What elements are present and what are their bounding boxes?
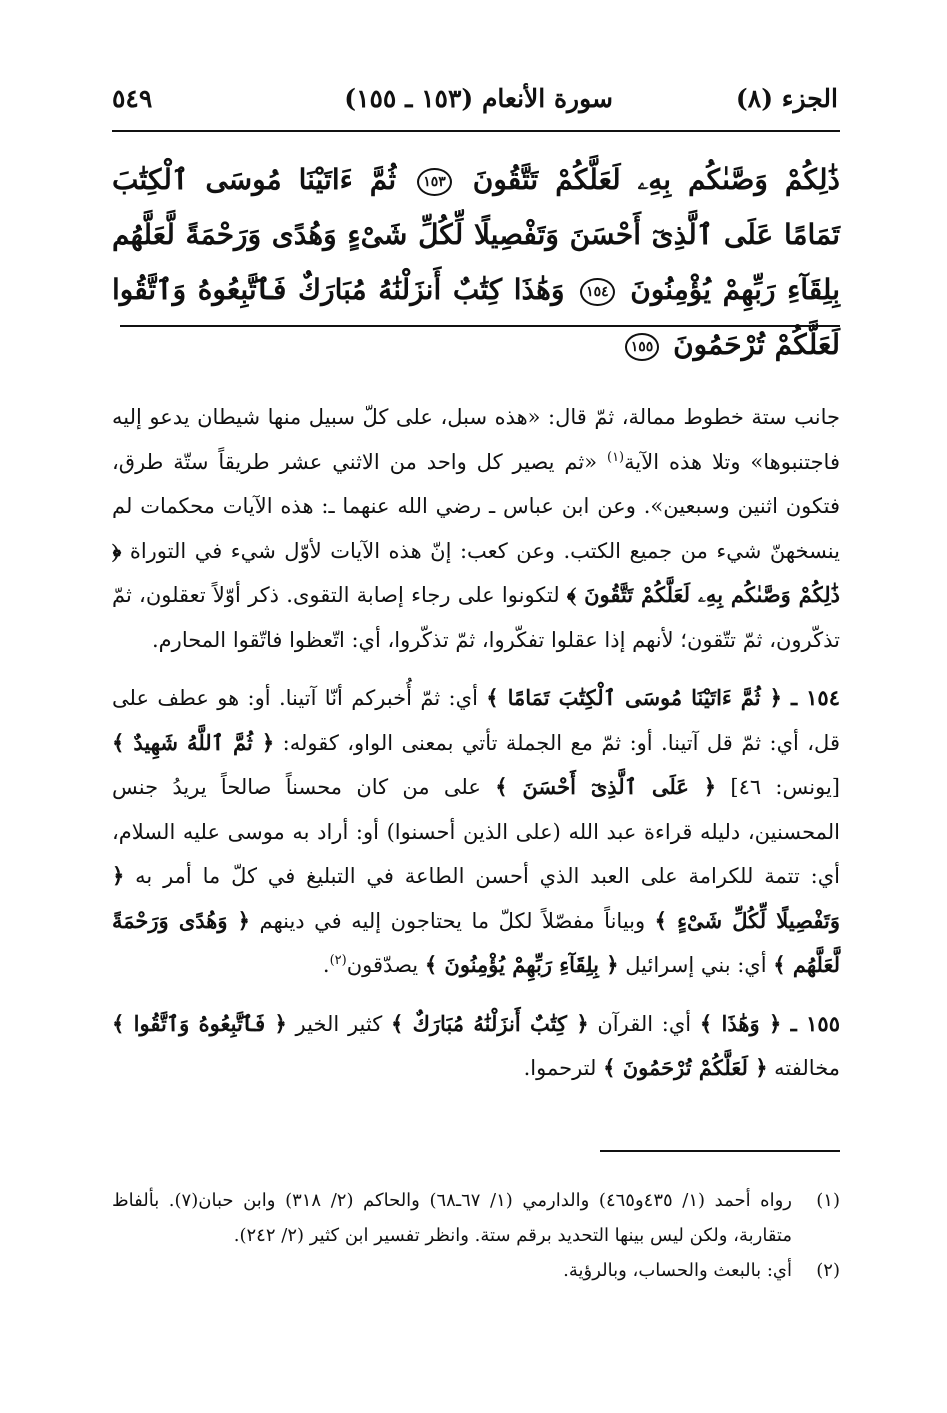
verse-155-marker: ١٥٥ <box>625 333 660 361</box>
commentary-paragraph-1 <box>112 395 840 662</box>
p3-quote-3: ﴿ فَٱتَّبِعُوهُ وَٱتَّقُوا ﴾ <box>112 1010 287 1036</box>
p3-quote-4: ﴿ لَعَلَّكُمْ تُرْحَمُونَ ﴾ <box>603 1055 768 1080</box>
surah-title: سورة الأنعام (١٥٣ ـ ١٥٥) <box>344 84 613 113</box>
footnote-ref-1: (١) <box>606 449 625 465</box>
footnote-ref-2: (٢) <box>329 953 347 968</box>
p1-text-b: «ثم يصير كل واحد من الاثني عشر طريقاً ستّة طرق، فتكون اثنين وسبعين». وعن ابن عباس ـ رضي الله عنهما ـ: هذه الآيات محكمات لم ينسخهنّ شيء من جميع الكتب. وعن كعب: إنّ هذه الآيات لأوّل شيء في التوراة <box>112 449 840 563</box>
p2-quote-6: ﴿ بِلِقَآءِ رَبِّهِمْ يُؤْمِنُونَ ﴾ <box>424 952 619 977</box>
p2-text-b: [يونس: ٤٦] <box>716 775 840 799</box>
p2-text-c: على من كان محسناً صالحاً يريدُ جنس المحسنين، دليله قراءة عبد الله (على الذين أحسنوا) أو: أراد به موسى عليه السلام، أي: تتمة للكرامة على العبد الذي أحسن الطاعة في التبليغ في كلّ ما أمر به <box>112 775 840 888</box>
p3-text-b: كثير الخير <box>286 1011 391 1036</box>
footnote-rule <box>600 1150 840 1152</box>
footnote-2-number: (٢) <box>816 1260 840 1281</box>
verse-155-text: وَهَٰذَا كِتَٰبٌ أَنزَلْنَٰهُ مُبَارَكٌ فَٱتَّبِعُوهُ وَٱتَّقُوا لَعَلَّكُمْ تُرْحَمُونَ <box>112 273 840 361</box>
commentary-body <box>112 395 840 1091</box>
footnote-1-text: رواه أحمد (١/ ٤٣٥و٤٦٥) والدارمي (١/ ٦٧ـ٦٨) والحاكم (٢/ ٣١٨) وابن حبان(٧). بألفاظ متقاربة، ولكن ليس بينها التحديد برقم ستة. وانظر تفسير ابن كثير (٢/ ٢٤٢). <box>112 1190 792 1246</box>
p3-verse-number: ١٥٥ ـ <box>781 1010 840 1036</box>
p2-quote-5: ﴿ وَهُدًى وَرَحْمَةً لَّعَلَّهُم ﴾ <box>112 907 840 977</box>
p3-quote-2: ﴿ كِتَٰبٌ أَنزَلْنَٰهُ مُبَارَكٌ ﴾ <box>390 1010 589 1036</box>
page-number: ٥٤٩ <box>112 84 153 113</box>
p2-quote-1: ﴿ ثُمَّ ءَاتَيْنَا مُوسَى ٱلْكِتَٰبَ تَمَامًا ﴾ <box>486 685 782 710</box>
verse-153-marker: ١٥٣ <box>417 168 452 196</box>
p2-text-e: أي: بني إسرائيل <box>618 953 774 977</box>
p2-quote-3: ﴿ عَلَى ٱلَّذِىٓ أَحْسَنَ ﴾ <box>495 774 717 799</box>
quran-verses-block <box>112 152 840 372</box>
verse-154-text: ثُمَّ ءَاتَيْنَا مُوسَى ٱلْكِتَٰبَ تَمَامًا عَلَى ٱلَّذِىٓ أَحْسَنَ وَتَفْصِيلًا لِّكُلِّ شَىْءٍ وَهُدًى وَرَحْمَةً لَّعَلَّهُم بِلِقَآءِ رَبِّهِمْ يُؤْمِنُونَ <box>112 163 840 306</box>
p2-text-d: وبياناً مفصّلاً لكلّ ما يحتاجون إليه في دينهم <box>249 908 655 933</box>
p1-text-c: لتكونوا على رجاء إصابة التقوى. ذكر أوّلاً تعقلون، ثمّ تذكّرون، ثمّ تتّقون؛ لأنهم إذا عقلوا تفكّروا، ثمّ تذكّروا، أي: اتّعظوا فاتّقوا المحارم. <box>112 583 840 652</box>
p2-quote-2: ﴿ ثُمَّ ٱللَّهُ شَهِيدٌ ﴾ <box>112 729 275 755</box>
footnotes <box>112 1183 840 1288</box>
part-label: الجزء (٨) <box>735 84 838 113</box>
verse-153-text: ذَٰلِكُمْ وَصَّىٰكُم بِهِۦ لَعَلَّكُمْ تَتَّقُونَ <box>472 163 840 196</box>
p3-text-a: أي: القرآن <box>588 1011 700 1036</box>
p3-text-c: مخالفته <box>767 1056 840 1080</box>
commentary-paragraph-3 <box>112 1002 840 1091</box>
verses-rule <box>120 325 840 327</box>
p2-verse-number: ١٥٤ ـ <box>781 685 840 710</box>
p2-text-g: . <box>322 953 330 977</box>
p1-quote: ﴿ ذَٰلِكُمْ وَصَّىٰكُم بِهِۦ لَعَلَّكُمْ تَتَّقُونَ ﴾ <box>112 537 840 607</box>
footnote-2 <box>112 1253 840 1288</box>
page-header <box>112 84 838 120</box>
p1-text-a: جانب ستة خطوط ممالة، ثمّ قال: «هذه سبل، على كلّ سبيل منها شيطان يدعو إليه فاجتنبوها» وتلا هذه الآية <box>112 405 840 474</box>
footnote-1-number: (١) <box>816 1190 840 1211</box>
p2-quote-4: ﴿ وَتَفْصِيلًا لِّكُلِّ شَىْءٍ ﴾ <box>112 863 840 933</box>
verse-154-marker: ١٥٤ <box>580 278 615 306</box>
footnote-2-text: أي: بالبعث والحساب، وبالرؤية. <box>563 1260 792 1281</box>
commentary-paragraph-2 <box>112 676 840 988</box>
p2-text-a: أي: ثمّ أُخبركم أنّا آتينا. أو: هو عطف على قل، أي: ثمّ قل آتينا. أو: ثمّ مع الجملة تأتي بمعنى الواو، كقوله: <box>112 686 840 755</box>
p3-quote-1: ﴿ وَهَٰذَا ﴾ <box>699 1010 782 1036</box>
p3-text-d: لترحموا. <box>523 1056 604 1080</box>
p2-text-f: يصدّقون <box>346 953 425 977</box>
footnote-1 <box>112 1183 840 1253</box>
header-rule <box>112 130 840 132</box>
